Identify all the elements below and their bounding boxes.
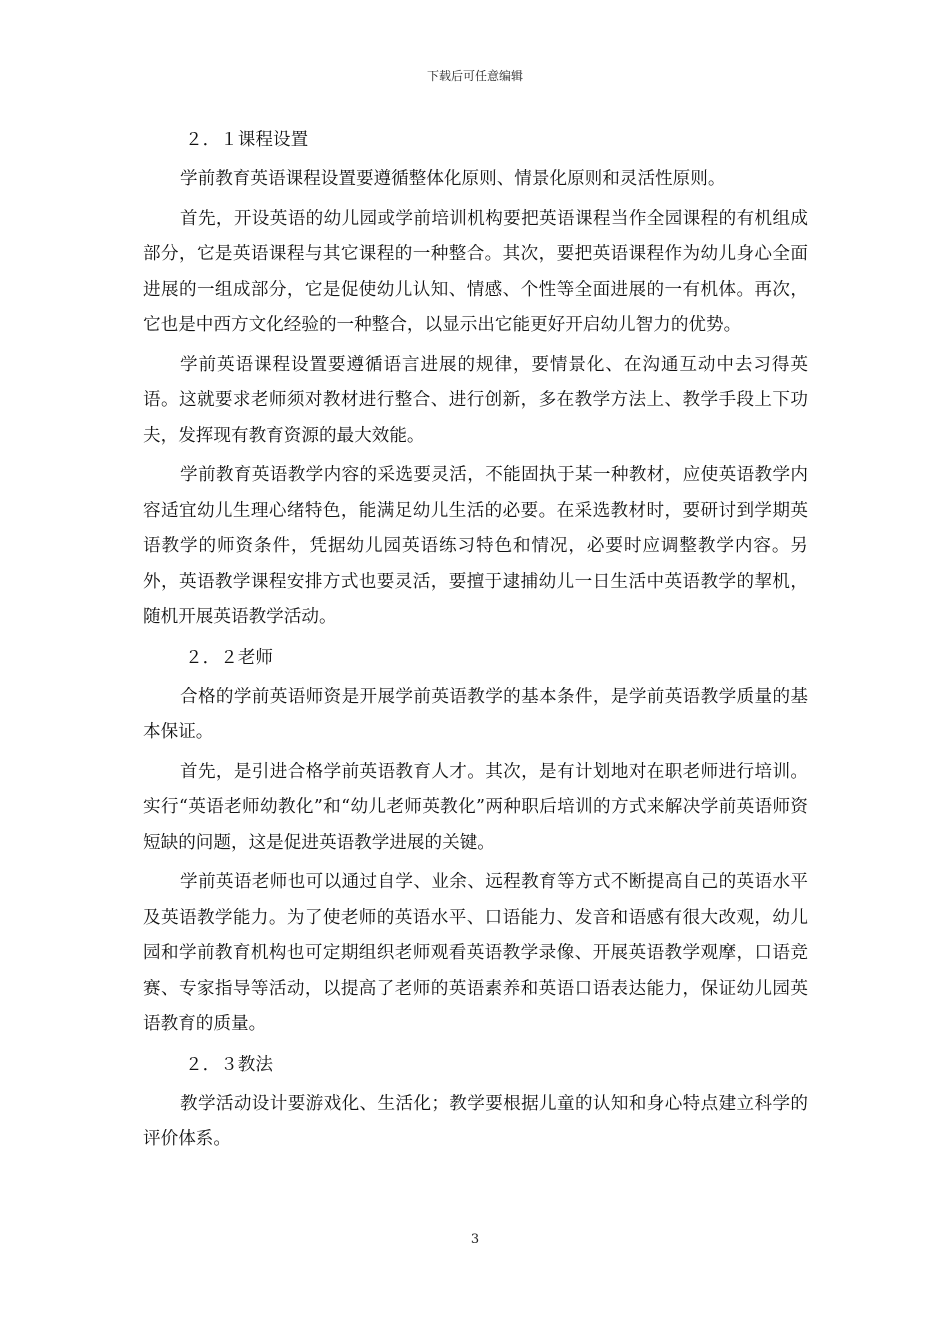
paragraph: 首先，开设英语的幼儿园或学前培训机构要把英语课程当作全园课程的有机组成部分，它是英语课程与其它课程的一种整合。其次，要把英语课程作为幼儿身心全面进展的一组成部分，它是促使幼儿认知、情感、个性等全面进展的一有机体。再次，它也是中西方文化经验的一种整合，以显示出它能更好开启幼儿智力的优势。 bbox=[143, 208, 808, 335]
section-heading-2-1: ２．１课程设置 bbox=[185, 130, 309, 150]
paragraph: 学前教育英语教学内容的采选要灵活，不能固执于某一种教材，应使英语教学内容适宜幼儿生理心绪特色，能满足幼儿生活的必要。在采选教材时，要研讨到学期英语教学的师资条件，凭据幼儿园英语练习特色和情况，必要时应调整教学内容。另外，英语教学课程安排方式也要灵活，要擅于逮捕幼儿一日生活中英语教学的挈机，随机开展英语教学活动。 bbox=[143, 465, 808, 627]
paragraph: 学前教育英语课程设置要遵循整体化原则、情景化原则和灵活性原则。 bbox=[180, 169, 726, 189]
paragraph: 教学活动设计要游戏化、生活化；教学要根据儿童的认知和身心特点建立科学的评价体系。 bbox=[143, 1093, 808, 1149]
section-heading-2-2: ２．２老师 bbox=[185, 647, 273, 668]
paragraph: 学前英语课程设置要遵循语言进展的规律，要情景化、在沟通互动中去习得英语。这就要求老师须对教材进行整合、进行创新，多在教学方法上、教学手段上下功夫，发挥现有教育资源的最大效能。 bbox=[143, 354, 808, 446]
document-body bbox=[143, 122, 808, 1162]
paragraph: 合格的学前英语师资是开展学前英语教学的基本条件，是学前英语教学质量的基本保证。 bbox=[143, 686, 808, 742]
page-header: 下载后可任意编辑 bbox=[426, 69, 523, 83]
page-number: 3 bbox=[470, 1232, 480, 1247]
paragraph: 首先，是引进合格学前英语教育人才。其次，是有计划地对在职老师进行培训。实行“英语老师幼教化”和“幼儿老师英教化”两种职后培训的方式来解决学前英语师资短缺的问题，这是促进英语教学进展的关键。 bbox=[143, 761, 808, 853]
paragraph: 学前英语老师也可以通过自学、业余、远程教育等方式不断提高自己的英语水平及英语教学能力。为了使老师的英语水平、口语能力、发音和语感有很大改观，幼儿园和学前教育机构也可定期组织老师观看英语教学录像、开展英语教学观摩，口语竞赛、专家指导等活动，以提高了老师的英语素养和英语口语表达能力，保证幼儿园英语教育的质量。 bbox=[143, 872, 808, 1034]
section-heading-2-3: ２．３教法 bbox=[185, 1054, 273, 1075]
